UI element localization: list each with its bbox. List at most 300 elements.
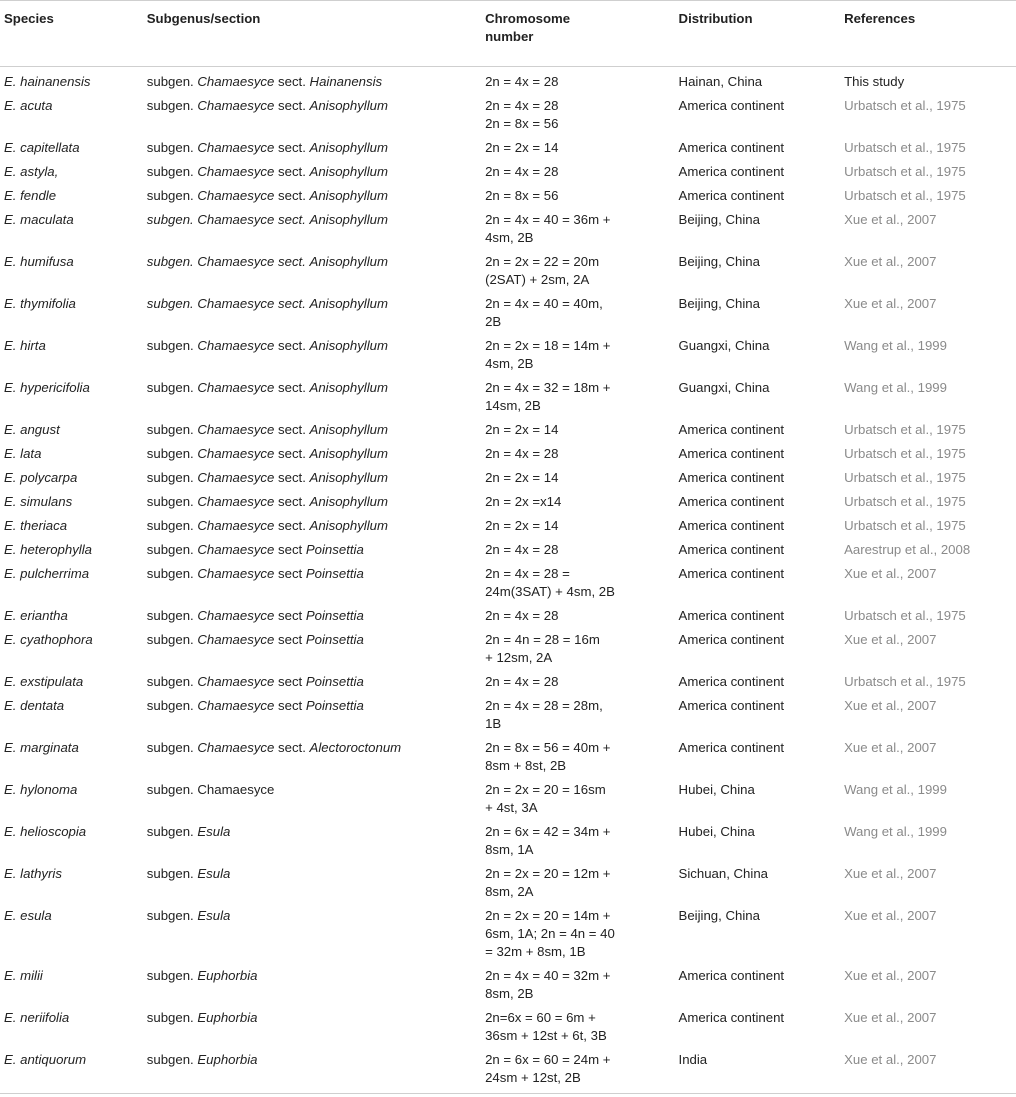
reference-cell[interactable]: Aarestrup et al., 2008	[844, 542, 971, 557]
subgenus-cell	[143, 160, 481, 184]
subgenus-part: sect.	[278, 470, 306, 485]
chromosome-line: 8sm + 8st, 2B	[485, 758, 567, 773]
table-body	[0, 67, 1016, 1094]
species-cell	[0, 538, 143, 562]
distribution-cell: Beijing, China	[678, 254, 760, 269]
genus-abbrev: E.	[4, 422, 17, 437]
distribution-cell: America continent	[678, 968, 785, 983]
reference-cell[interactable]: Xue et al., 2007	[844, 632, 937, 647]
subgenus-part: Chamaesyce	[197, 296, 275, 311]
reference-cell[interactable]: Urbatsch et al., 1975	[844, 494, 966, 509]
chromosome-cell	[481, 376, 674, 418]
chromosome-line: 2n = 4x = 28	[485, 608, 559, 623]
species-cell	[0, 694, 143, 736]
subgenus-part: sect.	[278, 74, 306, 89]
reference-cell[interactable]: Xue et al., 2007	[844, 908, 937, 923]
species-cell	[0, 418, 143, 442]
distribution-cell: Sichuan, China	[678, 866, 768, 881]
chromosome-cell	[481, 67, 674, 95]
chromosome-cell	[481, 250, 674, 292]
reference-cell[interactable]: Urbatsch et al., 1975	[844, 422, 966, 437]
subgenus-part: Anisophyllum	[309, 98, 388, 113]
genus-abbrev: E.	[4, 470, 17, 485]
reference-cell[interactable]: Xue et al., 2007	[844, 698, 937, 713]
chromosome-line: 2n = 2x = 14	[485, 140, 559, 155]
reference-cell[interactable]: Wang et al., 1999	[844, 782, 947, 797]
reference-cell[interactable]: Urbatsch et al., 1975	[844, 674, 966, 689]
chromosome-line: 2B	[485, 314, 502, 329]
subgenus-part: Poinsettia	[305, 674, 364, 689]
chromosome-cell	[481, 862, 674, 904]
subgenus-part: Anisophyllum	[309, 422, 388, 437]
species-epithet: humifusa	[20, 254, 74, 269]
subgenus-part: subgen.	[146, 968, 194, 983]
subgenus-part: Chamaesyce	[197, 674, 275, 689]
subgenus-part: subgen.	[146, 698, 194, 713]
chromosome-line: 36sm + 12st + 6t, 3B	[485, 1028, 607, 1043]
subgenus-cell	[143, 67, 481, 95]
chromosome-line: 2n = 4x = 40 = 36m +	[485, 212, 611, 227]
chromosome-line: 2n = 4x = 28 =	[485, 566, 570, 581]
table-row	[0, 562, 1016, 604]
genus-abbrev: E.	[4, 1052, 17, 1067]
subgenus-part: Esula	[197, 908, 231, 923]
subgenus-part: sect.	[278, 494, 306, 509]
species-epithet: pulcherrima	[20, 566, 90, 581]
chromosome-line: 24sm + 12st, 2B	[485, 1070, 581, 1085]
subgenus-part: subgen.	[146, 608, 194, 623]
subgenus-cell	[143, 250, 481, 292]
subgenus-part: subgen.	[146, 824, 194, 839]
chromosome-cell	[481, 964, 674, 1006]
subgenus-part: Chamaesyce	[197, 254, 275, 269]
species-epithet: heterophylla	[20, 542, 92, 557]
species-cell	[0, 514, 143, 538]
chromosome-line: 14sm, 2B	[485, 398, 541, 413]
subgenus-part: Poinsettia	[305, 566, 364, 581]
subgenus-part: subgen.	[146, 470, 194, 485]
chromosome-line: 2n = 4x = 28	[485, 74, 559, 89]
table-row	[0, 964, 1016, 1006]
distribution-cell: India	[675, 1048, 841, 1094]
reference-cell[interactable]: Urbatsch et al., 1975	[844, 518, 966, 533]
chromosome-line: 2n = 2x = 14	[485, 422, 559, 437]
chromosome-cell	[481, 604, 674, 628]
subgenus-cell	[143, 670, 481, 694]
species-epithet: fendle	[20, 188, 57, 203]
distribution-cell: Hainan, China	[678, 74, 763, 89]
subgenus-part: subgen.	[146, 518, 194, 533]
species-epithet: exstipulata	[20, 674, 84, 689]
species-cell	[0, 208, 143, 250]
subgenus-part: Chamaesyce	[197, 446, 275, 461]
distribution-cell: Guangxi, China	[678, 338, 770, 353]
reference-cell[interactable]: Xue et al., 2007	[844, 212, 937, 227]
chromosome-line: 2n = 6x = 42 = 34m +	[485, 824, 611, 839]
species-epithet: maculata	[20, 212, 74, 227]
reference-cell[interactable]: Urbatsch et al., 1975	[844, 446, 966, 461]
subgenus-part: subgen.	[146, 1052, 194, 1067]
chromosome-cell	[481, 628, 674, 670]
genus-abbrev: E.	[4, 518, 17, 533]
species-epithet: cyathophora	[20, 632, 93, 647]
distribution-cell: Hubei, China	[678, 782, 755, 797]
distribution-cell: Beijing, China	[678, 212, 760, 227]
subgenus-part: subgen.	[146, 74, 194, 89]
subgenus-part: sect	[278, 632, 303, 647]
chromosome-cell	[481, 94, 674, 136]
subgenus-part: sect.	[278, 518, 306, 533]
subgenus-part: subgen.	[146, 446, 194, 461]
species-epithet: neriifolia	[20, 1010, 70, 1025]
subgenus-part: Anisophyllum	[309, 164, 388, 179]
subgenus-part: Euphorbia	[197, 968, 258, 983]
species-epithet: polycarpa	[20, 470, 78, 485]
reference-cell[interactable]: Xue et al., 2007	[844, 254, 937, 269]
genus-abbrev: E.	[4, 338, 17, 353]
chromosome-cell	[481, 562, 674, 604]
subgenus-part: Chamaesyce	[197, 608, 275, 623]
header-distribution: Distribution	[675, 1, 841, 67]
subgenus-part: sect.	[278, 338, 306, 353]
species-epithet: hylonoma	[20, 782, 78, 797]
subgenus-part: subgen.	[146, 542, 194, 557]
chromosome-line: + 12sm, 2A	[485, 650, 553, 665]
genus-abbrev: E.	[4, 674, 17, 689]
subgenus-part: Chamaesyce	[197, 632, 275, 647]
reference-cell[interactable]: Wang et al., 1999	[844, 824, 947, 839]
chromosome-cell	[481, 184, 674, 208]
subgenus-part: Chamaesyce	[197, 542, 275, 557]
distribution-cell: America continent	[678, 674, 785, 689]
subgenus-part: subgen.	[146, 422, 194, 437]
species-epithet: hainanensis	[20, 74, 91, 89]
subgenus-part: subgen.	[146, 296, 194, 311]
subgenus-part: Anisophyllum	[309, 188, 388, 203]
chromosome-line: 4sm, 2B	[485, 230, 534, 245]
subgenus-part: Poinsettia	[305, 632, 364, 647]
header-chromosome: Chromosome number	[481, 1, 674, 67]
species-epithet: esula	[20, 908, 52, 923]
subgenus-part: sect	[278, 674, 303, 689]
subgenus-part: sect	[278, 608, 303, 623]
subgenus-cell	[143, 604, 481, 628]
genus-abbrev: E.	[4, 1010, 17, 1025]
subgenus-part: Chamaesyce	[197, 140, 275, 155]
subgenus-part: sect.	[278, 254, 306, 269]
species-epithet: acuta	[20, 98, 53, 113]
genus-abbrev: E.	[4, 632, 17, 647]
distribution-cell: Beijing, China	[678, 908, 760, 923]
subgenus-part: Chamaesyce	[197, 338, 275, 353]
distribution-cell: America continent	[678, 740, 785, 755]
chromosome-cell	[481, 136, 674, 160]
subgenus-part: subgen.	[146, 140, 194, 155]
reference-cell[interactable]: Xue et al., 2007	[844, 296, 937, 311]
table-row	[0, 184, 1016, 208]
subgenus-part: Euphorbia	[197, 1052, 258, 1067]
chromosome-cell	[481, 736, 674, 778]
reference-cell[interactable]: Xue et al., 2007	[844, 740, 937, 755]
species-cell	[0, 466, 143, 490]
table-row	[0, 778, 1016, 820]
chromosome-cell	[481, 442, 674, 466]
species-cell	[0, 334, 143, 376]
genus-abbrev: E.	[4, 782, 17, 797]
subgenus-cell	[143, 694, 481, 736]
subgenus-part: Chamaesyce	[197, 188, 275, 203]
distribution-cell: America continent	[678, 518, 785, 533]
table-row	[0, 538, 1016, 562]
subgenus-cell	[143, 1048, 481, 1094]
chromosome-cell	[481, 1048, 674, 1094]
distribution-cell: America continent	[678, 470, 785, 485]
species-epithet: angust	[20, 422, 60, 437]
subgenus-part: Chamaesyce	[197, 422, 275, 437]
subgenus-cell	[143, 94, 481, 136]
subgenus-cell	[143, 538, 481, 562]
chromosome-line: 2n = 4x = 28	[485, 542, 559, 557]
table-row	[0, 904, 1016, 964]
header-row	[0, 1, 1016, 67]
species-cell	[0, 736, 143, 778]
species-cell	[0, 778, 143, 820]
chromosome-line: 2n = 4x = 32 = 18m +	[485, 380, 611, 395]
table-row	[0, 292, 1016, 334]
chromosome-line: 2n = 8x = 56	[485, 188, 559, 203]
subgenus-part: subgen.	[146, 1010, 194, 1025]
chromosome-cell	[481, 292, 674, 334]
species-cell	[0, 820, 143, 862]
subgenus-part: subgen.	[146, 188, 194, 203]
subgenus-part: subgen.	[146, 380, 194, 395]
subgenus-part: Anisophyllum	[309, 518, 388, 533]
subgenus-cell	[143, 376, 481, 418]
reference-cell[interactable]: Urbatsch et al., 1975	[844, 98, 966, 113]
chromosome-line: 8sm, 2A	[485, 884, 534, 899]
chromosome-line: 2n = 8x = 56	[485, 116, 559, 131]
table-row	[0, 208, 1016, 250]
subgenus-part: subgen.	[146, 866, 194, 881]
chromosome-line: 2n = 8x = 56 = 40m +	[485, 740, 611, 755]
distribution-cell: America continent	[678, 446, 785, 461]
reference-cell[interactable]: Urbatsch et al., 1975	[844, 164, 966, 179]
reference-cell[interactable]: Xue et al., 2007	[840, 1048, 1016, 1094]
genus-abbrev: E.	[4, 740, 17, 755]
chromosome-cell	[481, 694, 674, 736]
subgenus-cell	[143, 736, 481, 778]
subgenus-cell	[143, 334, 481, 376]
subgenus-part: Chamaesyce	[197, 164, 275, 179]
table-row	[0, 442, 1016, 466]
chromosome-line: 2n = 2x =x14	[485, 494, 562, 509]
distribution-cell: America continent	[678, 542, 785, 557]
table-row	[0, 694, 1016, 736]
chromosome-line: 2n = 2x = 18 = 14m +	[485, 338, 611, 353]
species-epithet: hypericifolia	[20, 380, 90, 395]
genus-abbrev: E.	[4, 98, 17, 113]
species-epithet: helioscopia	[20, 824, 87, 839]
chromosome-line: 2n = 2x = 20 = 12m +	[485, 866, 611, 881]
chromosome-cell	[481, 1006, 674, 1048]
subgenus-part: Chamaesyce	[197, 518, 275, 533]
reference-cell[interactable]: Urbatsch et al., 1975	[844, 188, 966, 203]
table-row	[0, 628, 1016, 670]
genus-abbrev: E.	[4, 188, 17, 203]
species-cell	[0, 94, 143, 136]
subgenus-part: sect.	[278, 140, 306, 155]
subgenus-cell	[143, 418, 481, 442]
chromosome-line: 2n = 4n = 28 = 16m	[485, 632, 600, 647]
distribution-cell: America continent	[678, 422, 785, 437]
species-epithet: dentata	[20, 698, 65, 713]
subgenus-part: Poinsettia	[305, 608, 364, 623]
chromosome-line: 2n = 2x = 14	[485, 518, 559, 533]
subgenus-part: Anisophyllum	[309, 254, 388, 269]
chromosome-line: + 4st, 3A	[485, 800, 538, 815]
genus-abbrev: E.	[4, 968, 17, 983]
reference-cell[interactable]: Xue et al., 2007	[844, 1010, 937, 1025]
species-epithet: eriantha	[20, 608, 68, 623]
genus-abbrev: E.	[4, 74, 17, 89]
reference-cell[interactable]: Xue et al., 2007	[844, 566, 937, 581]
reference-cell[interactable]: Xue et al., 2007	[844, 968, 937, 983]
subgenus-cell	[143, 1006, 481, 1048]
reference-cell[interactable]: Wang et al., 1999	[844, 380, 947, 395]
table-row	[0, 1048, 1016, 1094]
reference-cell[interactable]: Wang et al., 1999	[844, 338, 947, 353]
header-species: Species	[0, 1, 143, 67]
genus-abbrev: E.	[4, 212, 17, 227]
reference-cell[interactable]: Xue et al., 2007	[844, 866, 937, 881]
table-row	[0, 334, 1016, 376]
chromosome-cell	[481, 514, 674, 538]
reference-cell[interactable]: Urbatsch et al., 1975	[844, 608, 966, 623]
table-row	[0, 466, 1016, 490]
subgenus-part: Euphorbia	[197, 1010, 258, 1025]
subgenus-part: Poinsettia	[305, 698, 364, 713]
species-cell	[0, 490, 143, 514]
species-cell	[0, 604, 143, 628]
table-row	[0, 250, 1016, 292]
reference-cell[interactable]: Urbatsch et al., 1975	[844, 140, 966, 155]
subgenus-cell	[143, 628, 481, 670]
subgenus-part: subgen.	[146, 908, 194, 923]
species-cell	[0, 628, 143, 670]
subgenus-part: Chamaesyce	[197, 566, 275, 581]
chromosome-line: 2n = 2x = 22 = 20m	[485, 254, 600, 269]
subgenus-part: Chamaesyce	[197, 74, 275, 89]
genus-abbrev: E.	[4, 908, 17, 923]
species-cell	[0, 670, 143, 694]
subgenus-part: Anisophyllum	[309, 140, 388, 155]
chromosome-line: 8sm, 1A	[485, 842, 534, 857]
subgenus-cell	[143, 514, 481, 538]
subgenus-cell	[143, 442, 481, 466]
distribution-cell: America continent	[678, 698, 785, 713]
reference-cell: This study	[844, 74, 905, 89]
subgenus-cell	[143, 292, 481, 334]
header-subgenus: Subgenus/section	[143, 1, 481, 67]
subgenus-cell	[143, 490, 481, 514]
chromosome-cell	[481, 466, 674, 490]
species-cell	[0, 292, 143, 334]
species-epithet: marginata	[20, 740, 79, 755]
genus-abbrev: E.	[4, 824, 17, 839]
chromosome-line: 6sm, 1A; 2n = 4n = 40	[485, 926, 615, 941]
subgenus-part: Hainanensis	[309, 74, 383, 89]
subgenus-part: sect	[278, 698, 303, 713]
subgenus-part: subgen.	[146, 632, 194, 647]
distribution-cell: Hubei, China	[678, 824, 755, 839]
chromosome-line: (2SAT) + 2sm, 2A	[485, 272, 590, 287]
subgenus-part: sect.	[278, 740, 306, 755]
subgenus-part: subgen.	[146, 674, 194, 689]
species-epithet: capitellata	[20, 140, 80, 155]
subgenus-part: Anisophyllum	[309, 446, 388, 461]
chromosome-line: 2n=6x = 60 = 6m +	[485, 1010, 596, 1025]
distribution-cell: America continent	[678, 632, 785, 647]
distribution-cell: Beijing, China	[678, 296, 760, 311]
subgenus-part: Chamaesyce	[197, 380, 275, 395]
genus-abbrev: E.	[4, 254, 17, 269]
genus-abbrev: E.	[4, 140, 17, 155]
subgenus-cell	[143, 136, 481, 160]
subgenus-part: Esula	[197, 824, 231, 839]
table-row	[0, 514, 1016, 538]
chromosome-line: 2n = 4x = 28	[485, 674, 559, 689]
chromosome-line: 2n = 4x = 28 = 28m,	[485, 698, 603, 713]
subgenus-part: subgen.	[146, 254, 194, 269]
subgenus-part: subgen.	[146, 98, 194, 113]
chromosome-line: 4sm, 2B	[485, 356, 534, 371]
species-cell	[0, 1006, 143, 1048]
species-cell	[0, 250, 143, 292]
table-row	[0, 136, 1016, 160]
species-cell	[0, 160, 143, 184]
table-row	[0, 820, 1016, 862]
subgenus-part: sect	[278, 566, 303, 581]
chromosome-line: 2n = 4x = 28	[485, 98, 559, 113]
table-row	[0, 490, 1016, 514]
chromosome-cell	[481, 820, 674, 862]
subgenus-cell	[143, 778, 481, 820]
subgenus-part: subgen.	[146, 494, 194, 509]
subgenus-part: Anisophyllum	[309, 212, 388, 227]
chromosome-line: 2n = 4x = 28	[485, 164, 559, 179]
species-cell	[0, 376, 143, 418]
reference-cell[interactable]: Urbatsch et al., 1975	[844, 470, 966, 485]
genus-abbrev: E.	[4, 380, 17, 395]
table-row	[0, 67, 1016, 95]
table-row	[0, 604, 1016, 628]
species-cell	[0, 442, 143, 466]
chromosome-cell	[481, 538, 674, 562]
species-epithet: theriaca	[20, 518, 68, 533]
subgenus-part: Alectoroctonum	[309, 740, 402, 755]
chromosome-line: 2n = 4x = 28	[485, 446, 559, 461]
species-epithet: milii	[20, 968, 43, 983]
chromosome-line: 2n = 2x = 14	[485, 470, 559, 485]
genus-abbrev: E.	[4, 164, 17, 179]
subgenus-part: Chamaesyce	[197, 494, 275, 509]
table-row	[0, 160, 1016, 184]
chromosome-line: 24m(3SAT) + 4sm, 2B	[485, 584, 615, 599]
subgenus-part: Anisophyllum	[309, 470, 388, 485]
table-row	[0, 94, 1016, 136]
chromosome-cell	[481, 778, 674, 820]
chromosome-cell	[481, 160, 674, 184]
